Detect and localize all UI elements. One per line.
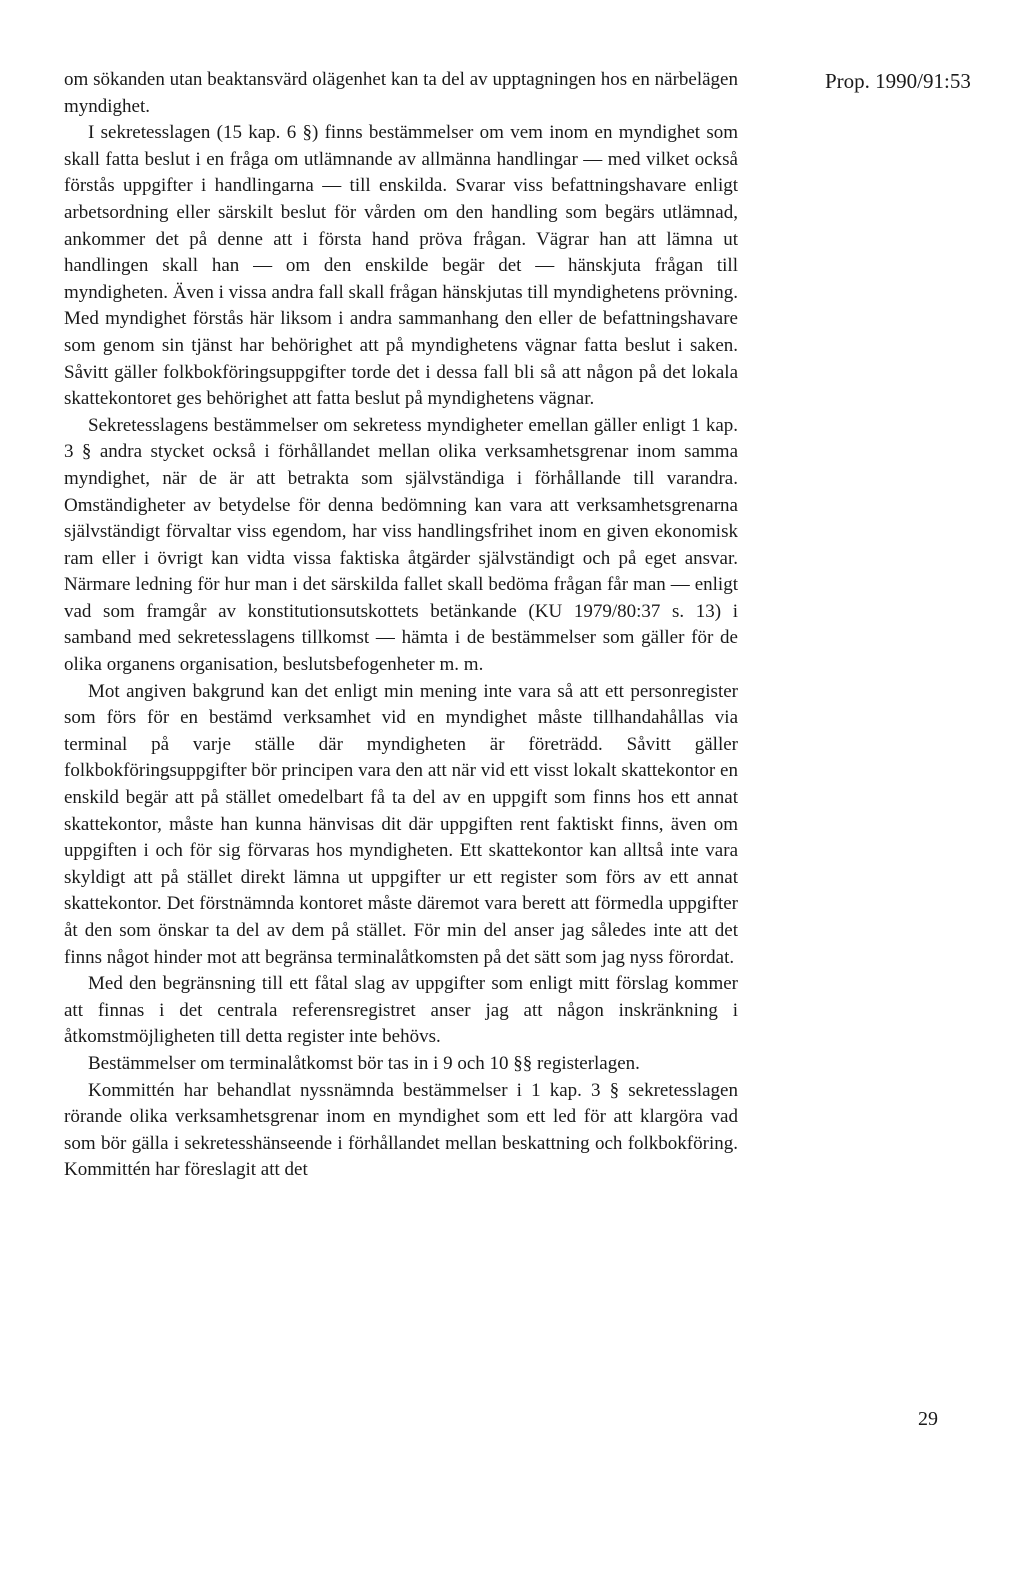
paragraph: Sekretesslagens bestämmelser om sekretess myndigheter emellan gäller enligt 1 kap. 3 § andra stycket också i förhållandet mellan olika verksamhetsgrenar inom samma myndighet, när de är att betrakta som självständiga i förhållande till varandra. Omständigheter av betydelse för denna bedömning kan vara att verksamhetsgrenarna självständigt förvaltar viss egendom, har viss handlingsfrihet inom en given ekonomisk ram eller i övrigt kan vidta vissa faktiska åtgärder självständigt och på eget ansvar. Närmare ledning för hur man i det särskilda fallet skall bedöma frågan får man — enligt vad som framgår av konstitutionsutskottets betänkande (KU 1979/80:37 s. 13) i samband med sekretesslagens tillkomst — hämta i de bestämmelser som gäller för de olika organens organisation, beslutsbefogenheter m. m.: [64, 414, 738, 676]
paragraph: Mot angiven bakgrund kan det enligt min mening inte vara så att ett personregister som förs för en bestämd verksamhet vid en myndighet måste tillhandahållas via terminal på varje ställe där myndigheten är företrädd. Såvitt gäller folkbokföringsuppgifter bör principen vara den att när vid ett visst lokalt skattekontor en enskild begär att på stället omedelbart få ta del av en uppgift som finns hos ett annat skattekontor, måste han kunna hänvisas dit där uppgiften rent faktiskt finns, även om uppgiften i och för sig förvaras hos myndigheten. Ett skattekontor kan alltså inte vara skyldigt att på stället direkt lämna ut uppgifter ur ett register som förs av ett annat skattekontor. Det förstnämnda kontoret måste däremot vara berett att förmedla uppgifter åt den som önskar ta del av dem på stället. För min del anser jag således inte att det finns något hinder mot att begränsa terminalåtkomsten på det sätt som jag nyss förordat.: [64, 680, 738, 968]
proposition-reference: Prop. 1990/91:53: [825, 69, 971, 93]
paragraph: Kommittén har behandlat nyssnämnda bestämmelser i 1 kap. 3 § sekretesslagen rörande olika verksamhetsgrenar inom en myndighet som ett led för att klargöra vad som bör gälla i sekretesshänseende i förhållandet mellan beskattning och folkbokföring. Kommittén har föreslagit att det: [64, 1079, 738, 1181]
paragraph: Med den begränsning till ett fåtal slag av uppgifter som enligt mitt förslag kommer att finnas i det centrala referensregistret anser jag att någon inskränkning i åtkomstmöjligheten till detta register inte behövs.: [64, 973, 738, 1048]
paragraph: Bestämmelser om terminalåtkomst bör tas in i 9 och 10 §§ registerlagen.: [88, 1052, 640, 1074]
page-number: 29: [918, 1408, 938, 1430]
body-text: [64, 67, 738, 1184]
paragraph: om sökanden utan beaktansvärd olägenhet kan ta del av upptagningen hos en närbelägen myndighet.: [64, 69, 738, 117]
paragraph: I sekretesslagen (15 kap. 6 §) finns bestämmelser om vem inom en myndighet som skall fatta beslut i en fråga om utlämnande av allmänna handlingar — med vilket också förstås uppgifter i handlingarna — till enskilda. Svarar viss befattningshavare enligt arbetsordning eller särskilt beslut för vården om den handling som begärs utlämnad, ankommer det på denne att i första hand pröva frågan. Vägrar han att lämna ut handlingen skall han — om den enskilde begär det — hänskjuta frågan till myndigheten. Även i vissa andra fall skall frågan hänskjutas till myndighetens prövning. Med myndighet förstås här liksom i andra sammanhang den eller de befattningshavare som genom sin tjänst har behörighet att på myndighetens vägnar fatta beslut i saken. Såvitt gäller folkbokföringsuppgifter torde det i dessa fall bli så att någon på det lokala skattekontoret ges behörighet att fatta beslut på myndighetens vägnar.: [64, 122, 738, 410]
